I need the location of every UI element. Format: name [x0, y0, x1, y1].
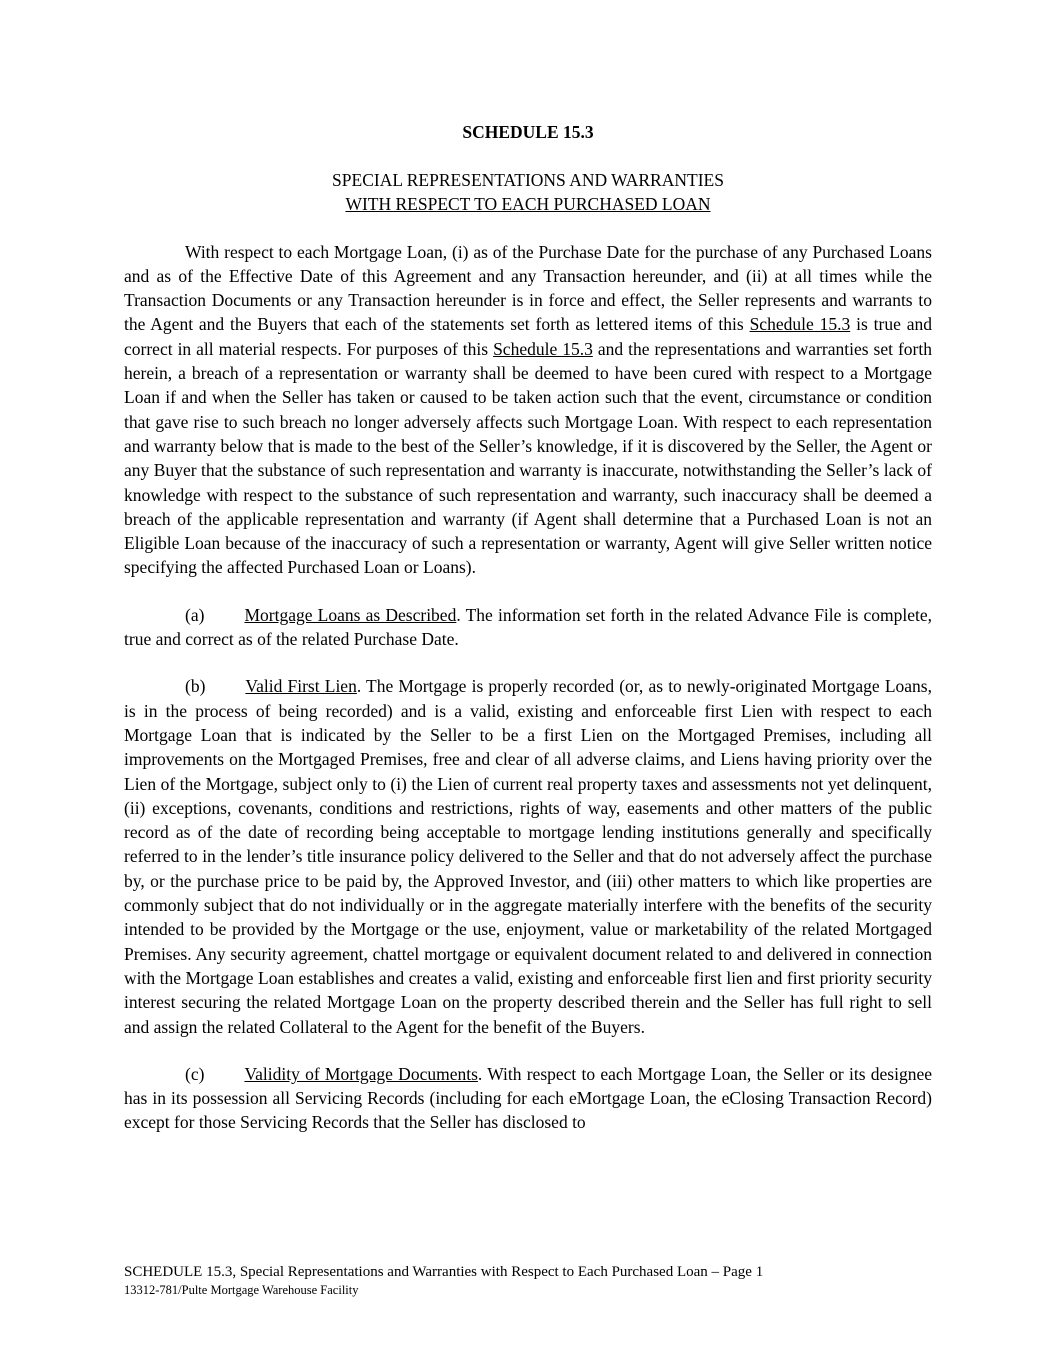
text-run: (b) [185, 676, 206, 697]
text-run: . The Mortgage is properly recorded (or, as to newly-originated Mortgage Loans, is in the process of being recorded) and is a valid, existing and enforceable first Lien with respect to each Mortgage Loan that is indicated by the Seller to be a first Lien on the Mortgaged Premises, including all improvements on the Mortgaged Premises, free and clear of all adverse claims, and Liens having priority over the Lien of the Mortgage, subject only to (i) the Lien of current real property taxes and assessments not yet delinquent, (ii) exceptions, covenants, conditions and restrictions, rights of way, easements and other matters of the public record as of the date of recording being acceptable to mortgage lending institutions generally and specifically referred to in the lender’s title insurance policy delivered to the Seller and that do not adversely affect the purchase by, or the purchase price to be paid by, the Approved Investor, and (iii) other matters to which like properties are commonly subject that do not individually or in the aggregate materially interfere with the benefits of the security intended to be provided by the Mortgage or the use, enjoyment, value or marketability of the related Mortgaged Premises. Any security agreement, chattel mortgage or equivalent document related to and delivered in connection with the Mortgage Loan establishes and creates a valid, existing and enforceable first lien and first priority security interest securing the related Mortgage Loan on the property described therein and the Seller has full right to sell and assign the related Collateral to the Agent for the benefit of the Buyers. [124, 676, 932, 1037]
document-subtitle [124, 168, 932, 217]
document-body [124, 240, 932, 1135]
underlined-term: Validity of Mortgage Documents [244, 1063, 478, 1084]
text-run: is true and correct in all material respects. For purposes of this [124, 314, 932, 359]
text-run: (c) [185, 1063, 205, 1084]
paragraph [124, 240, 932, 580]
underlined-term: Valid First Lien [245, 676, 357, 697]
text-run: and the representations and warranties set forth herein, a breach of a representation or warranty shall be deemed to have been cured with respect to a Mortgage Loan if and when the Seller has taken or caused to be taken action such that the event, circumstance or condition that gave rise to such breach no longer adversely affects such Mortgage Loan. With respect to each representation and warranty below that is made to the best of the Seller’s knowledge, if it is discovered by the Seller, the Agent or any Buyer that the substance of such representation and warranty is inaccurate, notwithstanding the Seller’s lack of knowledge with respect to the substance of such representation and warranty, such inaccuracy shall be deemed a breach of the applicable representation and warranty (if Agent shall determine that a Purchased Loan is not an Eligible Loan because of the inaccuracy of such a representation or warranty, Agent will give Seller written notice specifying the affected Purchased Loan or Loans). [124, 338, 932, 578]
text-run: (a) [185, 604, 205, 625]
paragraph [124, 1062, 932, 1135]
underlined-term: Schedule 15.3 [493, 338, 593, 359]
document-title: SCHEDULE 15.3 [462, 122, 594, 142]
underlined-term: Schedule 15.3 [749, 314, 851, 335]
paragraph [124, 603, 932, 652]
paragraph [124, 674, 932, 1038]
text-run: . With respect to each Mortgage Loan, the Seller or its designee has in its possession all Servicing Records (including for each eMortgage Loan, the eClosing Transaction Record) except for those Servicing Records that the Seller has disclosed to [124, 1063, 932, 1133]
text-run: . The information set forth in the related Advance File is complete, true and correct as of the related Purchase Date. [124, 604, 932, 650]
underlined-term: Mortgage Loans as Described [244, 604, 457, 625]
footer-matter-line: 13312-781/Pulte Mortgage Warehouse Facility [124, 1283, 359, 1297]
page-footer [124, 1262, 932, 1299]
footer-title-line: SCHEDULE 15.3, Special Representations and Warranties with Respect to Each Purchased Loan – Page 1 [124, 1264, 764, 1280]
text-run: With respect to each Mortgage Loan, (i) as of the Purchase Date for the purchase of any Purchased Loans and as of the Effective Date of this Agreement and any Transaction hereunder, and (ii) at all times while the Transaction Documents or any Transaction hereunder is in force and effect, the Seller represents and warrants to the Agent and the Buyers that each of the statements set forth as lettered items of this [124, 241, 932, 335]
subtitle-line-2: WITH RESPECT TO EACH PURCHASED LOAN [345, 194, 711, 215]
subtitle-line-1: SPECIAL REPRESENTATIONS AND WARRANTIES [332, 170, 724, 190]
